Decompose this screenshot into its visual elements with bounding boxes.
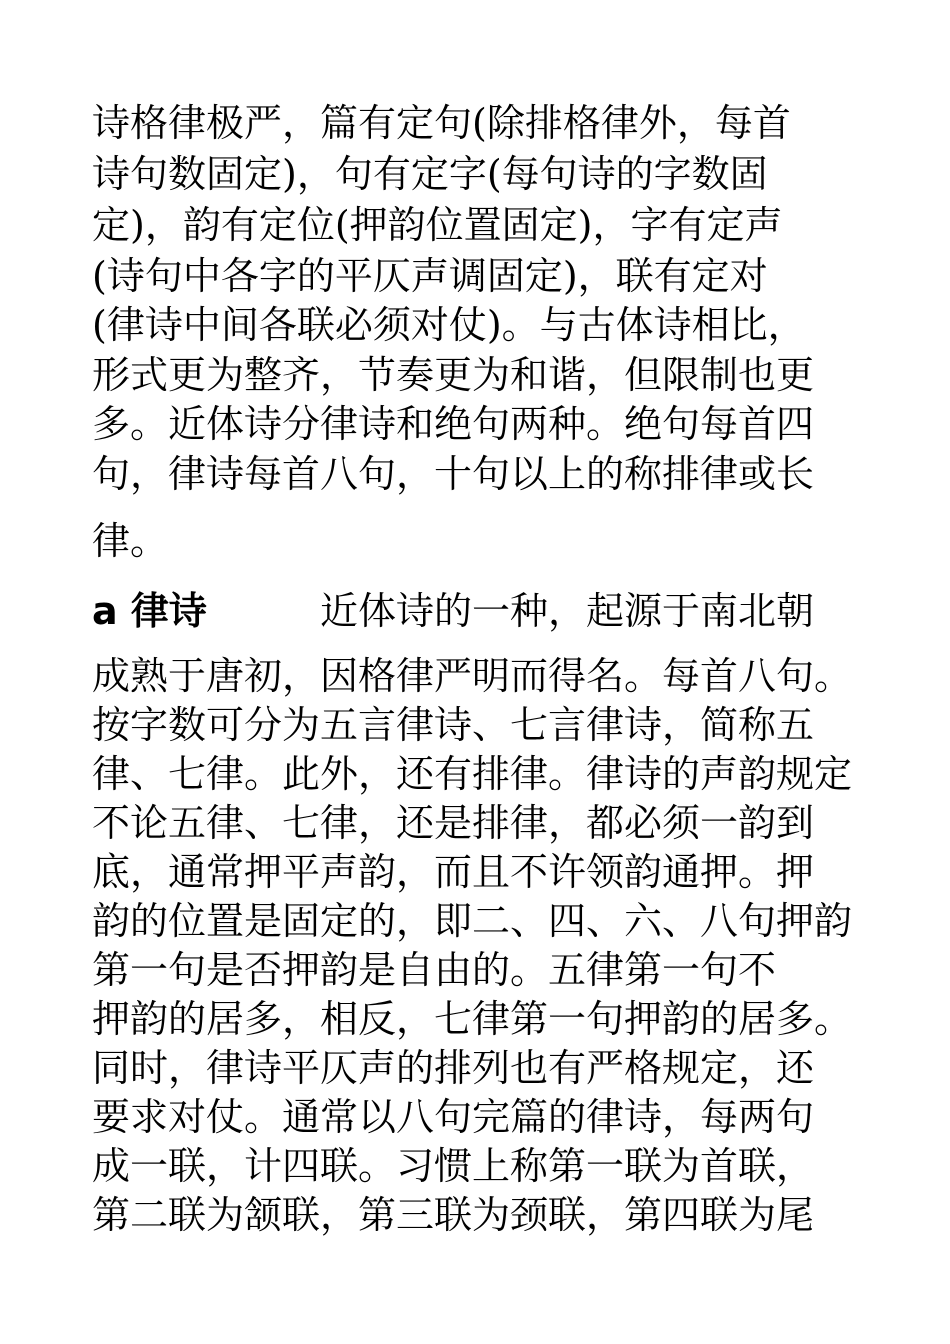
intro-line: 形式更为整齐，节奏更为和谐，但限制也更 xyxy=(92,353,815,397)
section-line: 押韵的居多，相反，七律第一句押韵的居多。 xyxy=(92,997,853,1041)
section-line: 不论五律、七律，还是排律，都必须一韵到 xyxy=(92,801,815,845)
intro-line: 句，律诗每首八句，十句以上的称排律或长 xyxy=(92,452,815,496)
section-line: 底，通常押平声韵，而且不许领韵通押。押 xyxy=(92,850,815,894)
intro-line: 诗格律极严，篇有定句(除排格律外，每首 xyxy=(92,101,791,145)
section-line: 要求对仗。通常以八句完篇的律诗，每两句 xyxy=(92,1095,815,1139)
section-heading xyxy=(92,588,867,634)
intro-line: (律诗中间各联必须对仗)。与古体诗相比， xyxy=(92,303,806,347)
intro-line: 定)，韵有定位(押韵位置固定)，字有定声 xyxy=(92,203,783,247)
section-line: 同时，律诗平仄声的排列也有严格规定，还 xyxy=(92,1046,815,1090)
section-line: 按字数可分为五言律诗、七言律诗，简称五 xyxy=(92,703,815,747)
section-heading-text: 近体诗的一种，起源于南北朝 xyxy=(320,589,815,633)
intro-line: 诗句数固定)，句有定字(每句诗的字数固 xyxy=(92,152,768,196)
intro-line: 多。近体诗分律诗和绝句两种。绝句每首四 xyxy=(92,402,815,446)
section-line: 成一联，计四联。习惯上称第一联为首联， xyxy=(92,1144,815,1188)
intro-line: (诗句中各字的平仄声调固定)，联有定对 xyxy=(92,254,768,298)
section-line: 第二联为颔联，第三联为颈联，第四联为尾 xyxy=(92,1193,815,1237)
section-line: 成熟于唐初，因格律严明而得名。每首八句。 xyxy=(92,654,853,698)
section-line: 韵的位置是固定的，即二、四、六、八句押韵 xyxy=(92,899,853,943)
section-line: 第一句是否押韵是自由的。五律第一句不 xyxy=(92,948,777,992)
intro-line: 律。 xyxy=(92,519,169,563)
section-title: a 律诗 xyxy=(92,589,207,633)
section-line: 律、七律。此外，还有排律。律诗的声韵规定 xyxy=(92,752,853,796)
